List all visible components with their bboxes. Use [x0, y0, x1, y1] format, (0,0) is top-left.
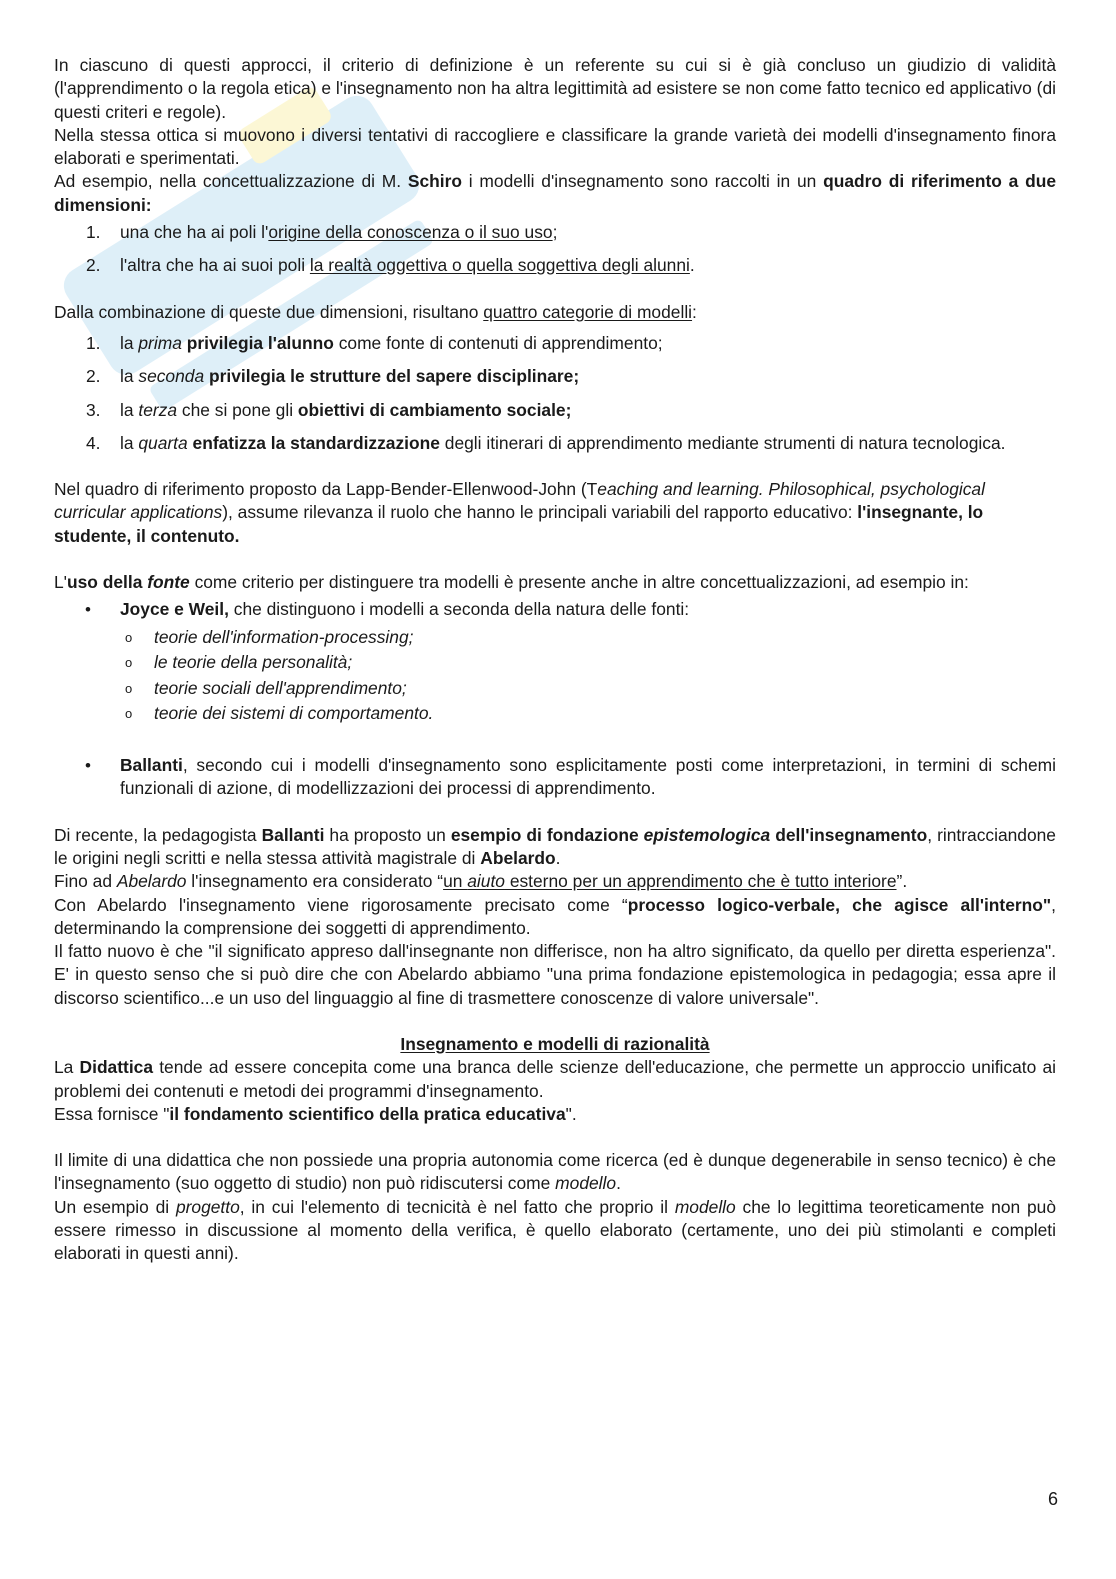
- section-heading: Insegnamento e modelli di razionalità: [400, 1033, 710, 1054]
- sub-list-item: o teorie dei sistemi di comportamento.: [125, 703, 434, 724]
- document-page: [54, 54, 1056, 1266]
- paragraph-classification: Nella stessa ottica si muovono i diversi tentativi di raccogliere e classificare la grande varietà dei modelli d'insegnamento finora elaborati e sperimentati.: [54, 124, 1056, 169]
- list-item: • Joyce e Weil, che distinguono i modelli a seconda della natura delle fonti: o teorie dell'information-processing; o le teorie della personalità; o teorie sociali dell'apprendimento; o teorie dei sistemi di comportamento.: [54, 598, 1056, 728]
- paragraph-fonte: L'uso della fonte come criterio per distinguere tra modelli è presente anche in altre concettualizzazioni, ad esempio in:: [54, 572, 969, 593]
- list-item: 3. la terza che si pone gli obiettivi di cambiamento sociale;: [86, 399, 572, 420]
- paragraph-fatto-nuovo: Il fatto nuovo è che "il significato appreso dall'insegnante non differisce, non ha altro significato, da quello per diretta esperienza". E' in questo senso che si può dire che con Abelardo abbiamo "una prima fondazione epistemologica in pedagogia; essa apre il discorso scientifico...e un uso del linguaggio al fine di trasmettere conoscenze di valore universale".: [54, 941, 1056, 1008]
- sub-list: [120, 626, 1056, 728]
- page-number: 6: [1047, 1489, 1058, 1509]
- list-item: 1. la prima privilegia l'alunno come fonte di contenuti di apprendimento;: [86, 332, 663, 353]
- paragraph-categories-intro: Dalla combinazione di queste due dimensioni, risultano quattro categorie di modelli:: [54, 301, 697, 322]
- paragraph-lapp: Nel quadro di riferimento proposto da Lapp-Bender-Ellenwood-John (Teaching and learning. Philosophical, psychological curricular applications), assume rilevanza il ruolo che hanno le principali variabili del rapporto educativo: l'insegnante, lo studente, il contenuto.: [54, 479, 985, 546]
- paragraph-fondamento: Essa fornisce "il fondamento scientifico della pratica educativa".: [54, 1103, 577, 1124]
- categories-list: [54, 332, 1056, 455]
- paragraph-progetto: Un esempio di progetto, in cui l'elemento di tecnicità è nel fatto che proprio il modello che lo legittima teoreticamente non può essere rimesso in discussione al momento della verifica, è quello elaborato (certamente, uno dei più stimolanti e completi elaborati in questi anni).: [54, 1196, 1056, 1264]
- list-item: 1. una che ha ai poli l'origine della conoscenza o il suo uso;: [86, 222, 558, 243]
- paragraph-limite: Il limite di una didattica che non possiede una propria autonomia come ricerca (ed è dunque degenerabile in senso tecnico) è che l'insegnamento (suo oggetto di studio) non può ridiscutersi come modello.: [54, 1150, 1056, 1194]
- dimensions-list: [54, 221, 1056, 278]
- paragraph-didattica: La Didattica tende ad essere concepita come una branca delle scienze dell'educazione, che permette un approccio unificato ai problemi dei contenuti e metodi dei programmi d'insegnamento.: [54, 1057, 1056, 1101]
- paragraph-ballanti: Di recente, la pedagogista Ballanti ha proposto un esempio di fondazione epistemologica dell'insegnamento, rintracciandone le origini negli scritti e nella stessa attività magistrale di Abelardo.: [54, 824, 1056, 868]
- paragraph-abelardo: Fino ad Abelardo l'insegnamento era considerato “un aiuto esterno per un apprendimento che è tutto interiore”.: [54, 871, 908, 892]
- sources-list: [54, 598, 1056, 800]
- paragraph-schiro: Ad esempio, nella concettualizzazione di M. Schiro i modelli d'insegnamento sono raccolti in un quadro di riferimento a due dimensioni:: [54, 171, 1057, 215]
- paragraph-processo: Con Abelardo l'insegnamento viene rigorosamente precisato come “processo logico-verbale, che agisce all'interno", determinando la comprensione dei soggetti di apprendimento.: [54, 894, 1056, 938]
- sub-list-item: o teorie sociali dell'apprendimento;: [125, 677, 407, 698]
- list-item: 4. la quarta enfatizza la standardizzazione degli itinerari di apprendimento mediante strumenti di natura tecnologica.: [86, 432, 1006, 453]
- list-item: • Ballanti, secondo cui i modelli d'insegnamento sono esplicitamente posti come interpretazioni, in termini di schemi funzionali di azione, di modellizzazioni dei processi di apprendimento.: [85, 755, 1056, 799]
- list-item: 2. l'altra che ha ai suoi poli la realtà oggettiva o quella soggettiva degli alunni.: [86, 255, 695, 276]
- list-item: 2. la seconda privilegia le strutture del sapere disciplinare;: [86, 366, 580, 387]
- sub-list-item: o teorie dell'information-processing;: [125, 626, 414, 647]
- paragraph-intro: In ciascuno di questi approcci, il criterio di definizione è un referente su cui si è già concluso un giudizio di validità (l'apprendimento o la regola etica) e l'insegnamento non ha altra legittimità ad esistere se non come fatto tecnico ed applicativo (di questi criteri e regole).: [54, 55, 1056, 122]
- sub-list-item: o le teorie della personalità;: [125, 652, 353, 673]
